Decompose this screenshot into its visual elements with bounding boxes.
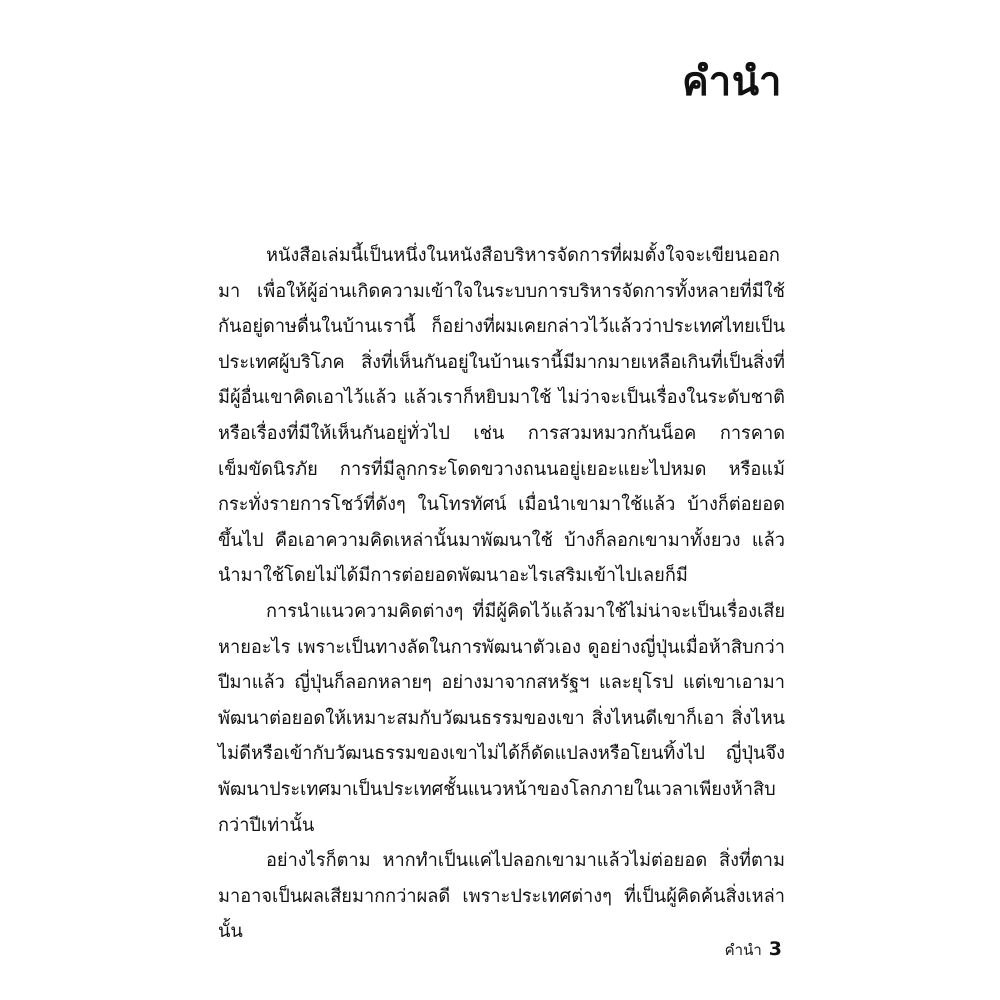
footer-page-number: 3	[768, 938, 782, 960]
paragraph: การนำแนวความคิดต่างๆ ที่มีผู้คิดไว้แล้วมาใช้ไม่น่าจะเป็นเรื่องเสียหายอะไร เพราะเป็นทางลัดในการพัฒนาตัวเอง ดูอย่างญี่ปุ่นเมื่อห้าสิบกว่าปีมาแล้ว ญี่ปุ่นก็ลอกหลายๆ อย่างมาจากสหรัฐฯ และยุโรป แต่เขาเอามาพัฒนาต่อยอดให้เหมาะสมกับวัฒนธรรมของเขา สิ่งไหนดีเขาก็เอา สิ่งไหนไม่ดีหรือเข้ากับวัฒนธรรมของเขาไม่ได้ก็ดัดแปลงหรือโยนทิ้งไป ญี่ปุ่นจึงพัฒนาประเทศมาเป็นประเทศชั้นแนวหน้าของโลกภายในเวลาเพียงห้าสิบกว่าปีเท่านั้น	[218, 600, 785, 836]
paragraph: อย่างไรก็ตาม หากทำเป็นแค่ไปลอกเขามาแล้วไม่ต่อยอด สิ่งที่ตามมาอาจเป็นผลเสียมากกว่าผลดี เพราะประเทศต่างๆ ที่เป็นผู้คิดค้นสิ่งเหล่านั้น	[218, 850, 785, 943]
footer-chapter-label: คำนำ	[724, 941, 762, 959]
paragraph: หนังสือเล่มนี้เป็นหนึ่งในหนังสือบริหารจัดการที่ผมตั้งใจจะเขียนออกมา เพื่อให้ผู้อ่านเกิดความเข้าใจในระบบการบริหารจัดการทั้งหลายที่มีใช้กันอยู่ดาษดื่นในบ้านเรานี้ ก็อย่างที่ผมเคยกล่าวไว้แล้วว่าประเทศไทยเป็นประเทศผู้บริโภค สิ่งที่เห็นกันอยู่ในบ้านเรานี้มีมากมายเหลือเกินที่เป็นสิ่งที่มีผู้อื่นเขาคิดเอาไว้แล้ว แล้วเราก็หยิบมาใช้ ไม่ว่าจะเป็นเรื่องในระดับชาติ หรือเรื่องที่มีให้เห็นกันอยู่ทั่วไป เช่น การสวมหมวกกันน็อค การคาดเข็มขัดนิรภัย การที่มีลูกกระโดดขวางถนนอยู่เยอะแยะไปหมด หรือแม้กระทั่งรายการโชว์ที่ดังๆ ในโทรทัศน์ เมื่อนำเขามาใช้แล้ว บ้างก็ต่อยอดขึ้นไป คือเอาความคิดเหล่านั้นมาพัฒนาใช้ บ้างก็ลอกเขามาทั้งยวง แล้วนำมาใช้โดยไม่ได้มีการต่อยอดพัฒนาอะไรเสริมเข้าไปเลยก็มี	[218, 245, 785, 587]
body-text	[218, 238, 785, 950]
page-title: คำนำ	[681, 59, 782, 105]
page-footer	[725, 938, 782, 962]
